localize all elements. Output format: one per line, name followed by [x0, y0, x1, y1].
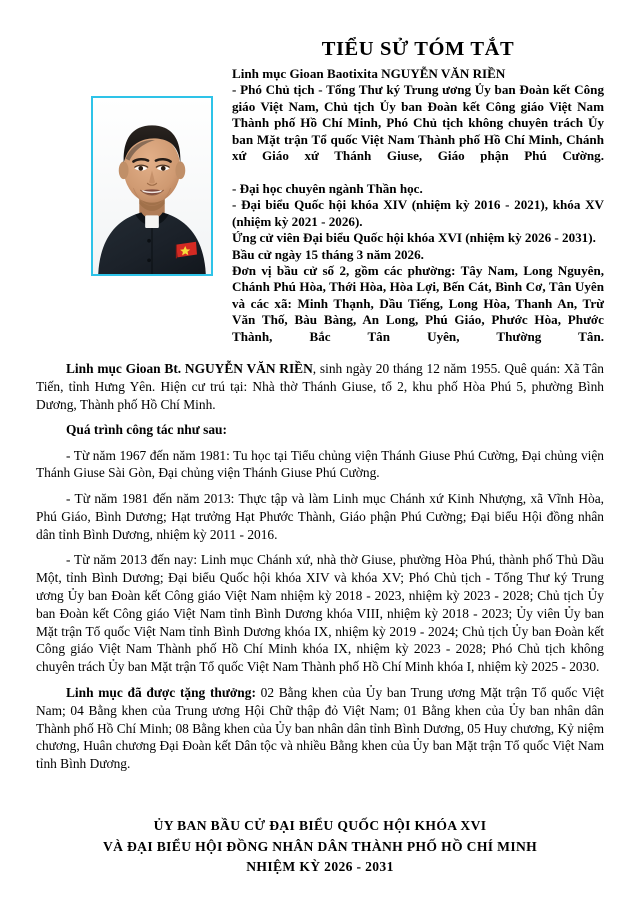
career-item-1: - Từ năm 1967 đến năm 1981: Tu học tại Tiểu chủng viện Thánh Giuse Phú Cường, Đại chủng viện Thánh Giuse Sài Gòn, Đại chủng viện Thánh Giuse Phú Cường. [36, 447, 604, 481]
awards-lead: Linh mục đã được tặng thưởng: [66, 684, 256, 700]
career-heading-text: Quá trình công tác như sau: [66, 422, 227, 438]
footer-line-1: ỦY BAN BẦU CỬ ĐẠI BIỂU QUỐC HỘI KHÓA XVI [153, 818, 487, 833]
header-positions: - Phó Chủ tịch - Tổng Thư ký Trung ương Ủy ban Đoàn kết Công giáo Việt Nam, Chủ tịch Ủy ban Đoàn kết Công giáo Việt Nam Thành phố Hồ Chí Minh, Phó Chủ tịch không chuyên trách Ủy ban Mặt trận Tổ quốc Việt Nam Thành phố Hồ Chí Minh, Chánh xứ Giáo xứ Thánh Giuse, Giáo phận Phú Cường. [232, 82, 604, 164]
header-summary-block [232, 66, 604, 362]
header-election-date: Bầu cử ngày 15 tháng 3 năm 2026. [232, 246, 424, 262]
footer-issuing-authority [36, 816, 604, 878]
header-constituency: Đơn vị bầu cử số 2, gồm các phường: Tây Nam, Long Nguyên, Chánh Phú Hòa, Thới Hòa, Hòa Lợi, Bến Cát, Bình Cơ, Tân Uyên và các xã: Minh Thạnh, Dầu Tiếng, Long Hòa, Thanh An, Trừ Văn Thố, Bàu Bàng, An Long, Phú Giáo, Phước Hòa, Phước Thành, Bắc Tân Uyên, Thường Tân. [232, 263, 604, 344]
footer-line-3: NHIỆM KỲ 2026 - 2031 [246, 859, 394, 875]
biography-body [36, 360, 604, 773]
header-candidacy: Ứng cử viên Đại biểu Quốc hội khóa XVI (nhiệm kỳ 2026 - 2031). [232, 230, 596, 246]
header-education: - Đại học chuyên ngành Thần học. [232, 180, 423, 196]
career-item-3: - Từ năm 2013 đến nay: Linh mục Chánh xứ, nhà thờ Giuse, phường Hòa Phú, thành phố Thủ Dầu Một, tỉnh Bình Dương; Đại biểu Quốc hội khóa XIV và khóa XV; Phó Chủ tịch - Tổng Thư ký Trung ương Ủy ban Đoàn kết Công giáo Việt Nam nhiệm kỳ 2018 - 2023, nhiệm kỳ 2023 - 2028; Chủ tịch Ủy ban Đoàn kết Công giáo Việt Nam tỉnh Bình Dương khóa VIII, nhiệm kỳ 2018 - 2023; Ủy viên Ủy ban Mặt trận Tổ quốc Việt Nam tỉnh Bình Dương khóa IX, nhiệm kỳ 2019 - 2024; Chủ tịch Ủy ban Đoàn kết Công giáo Việt Nam Thành phố Hồ Chí Minh khóa IX, nhiệm kỳ 2023 - 2028; Phó Chủ tịch không chuyên trách Ủy ban Mặt trận Tổ quốc Việt Nam Thành phố Hồ Chí Minh khóa I, nhiệm kỳ 2025 - 2030. [36, 552, 604, 675]
portrait-image [93, 98, 211, 274]
footer-line-2: VÀ ĐẠI BIỂU HỘI ĐỒNG NHÂN DÂN THÀNH PHỐ HỒ CHÍ MINH [102, 838, 538, 854]
portrait-photo [91, 96, 213, 276]
bio-name-lead: Linh mục Gioan Bt. NGUYỄN VĂN RIỀN [66, 361, 313, 376]
bio-details: , sinh ngày 20 tháng 12 năm 1955. Quê quán: Xã Tân Tiến, tỉnh Hưng Yên. Hiện cư trú tại: Nhà thờ Thánh Giuse, tổ 2, khu phố Hòa Phú 5, phường Bình Dương, Thành phố Hồ Chí Minh. [36, 361, 604, 412]
awards-details: 02 Bằng khen của Ủy ban Trung ương Mặt trận Tổ quốc Việt Nam; 04 Bằng khen của Trung ương Hội Chữ thập đỏ Việt Nam; 01 Bằng khen của Ủy ban nhân dân Thành phố Hồ Chí Minh; 08 Bằng khen của Ủy ban nhân dân tỉnh Bình Dương, 05 Huy chương, Kỷ niệm chương, Huân chương Đại Đoàn kết Dân tộc và nhiều Bằng khen của Ủy ban Mặt trận Tổ quốc Việt Nam tỉnh Bình Dương. [36, 684, 604, 772]
career-item-2: - Từ năm 1981 đến năm 2013: Thực tập và làm Linh mục Chánh xứ Kinh Nhượng, xã Vĩnh Hòa, Phú Giáo, Bình Dương; Hạt trưởng Hạt Phước Thành, Giáo phận Phú Cường; Đại biểu Hội đồng nhân dân tỉnh Bình Dương, nhiệm kỳ 2011 - 2016. [36, 490, 604, 542]
career-heading [36, 421, 604, 439]
candidate-name: Linh mục Gioan Baotixita NGUYỄN VĂN RIỀN [232, 66, 506, 81]
awards-paragraph [36, 684, 604, 773]
header-deputy-terms: - Đại biểu Quốc hội khóa XIV (nhiệm kỳ 2016 - 2021), khóa XV (nhiệm kỳ 2021 - 2026). [232, 197, 604, 229]
bio-paragraph [36, 360, 604, 414]
page-title: TIỂU SỬ TÓM TẮT [321, 38, 515, 60]
